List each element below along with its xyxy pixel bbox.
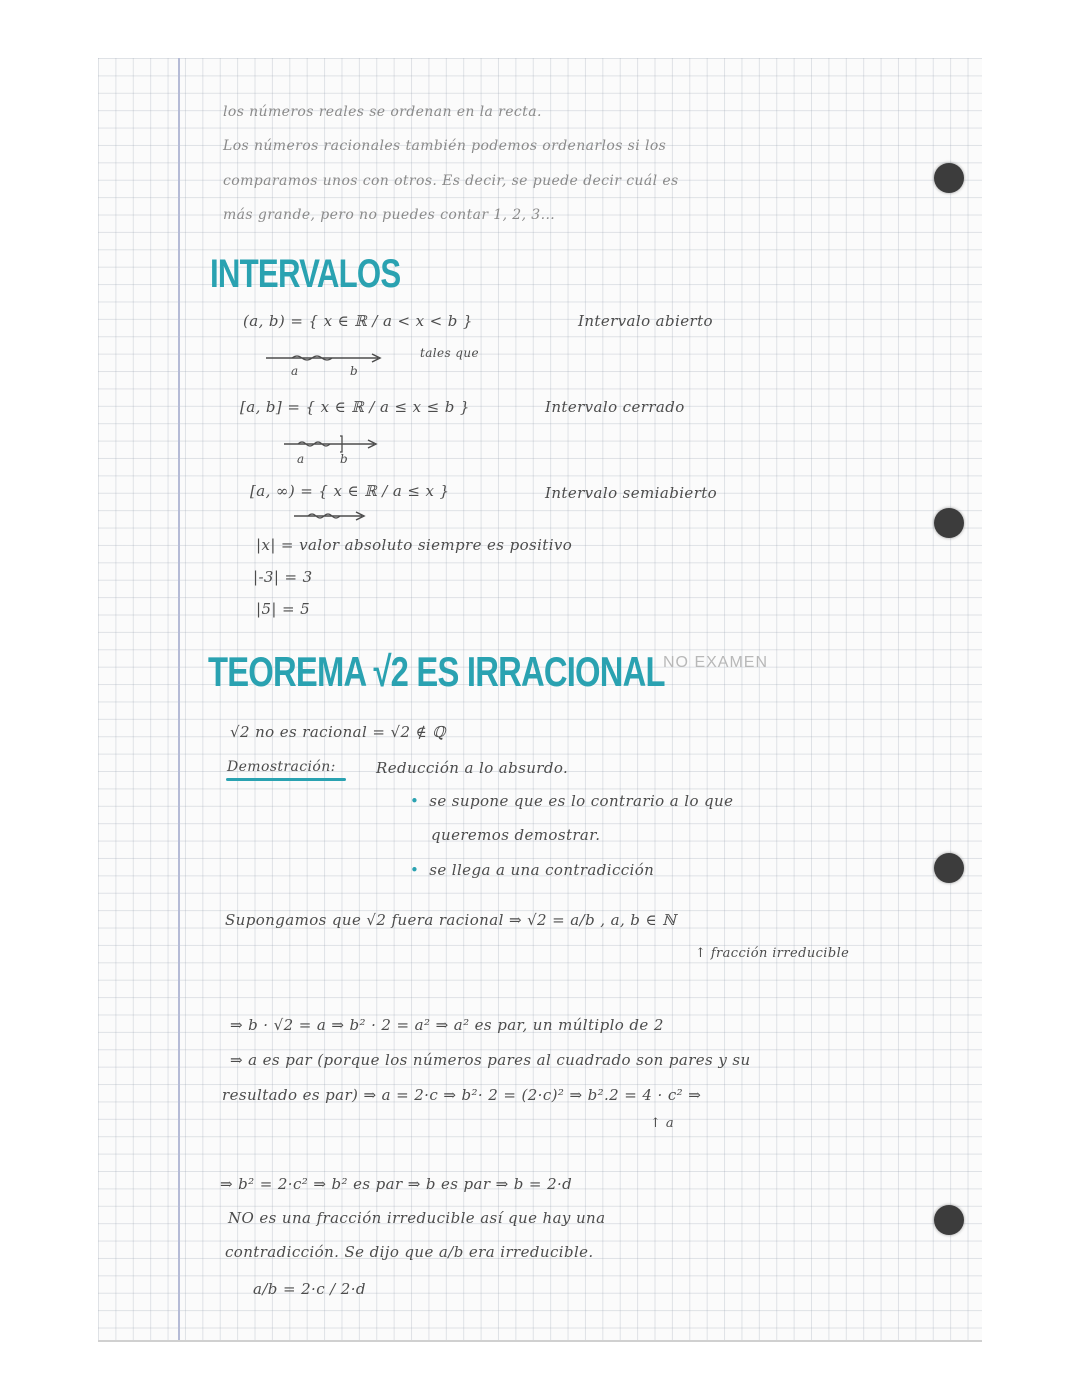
proof-step-2: ⇒ a es par (porque los números pares al cuadrado son pares y su [230, 1051, 751, 1069]
punch-hole [934, 1205, 964, 1235]
closed-interval-label: Intervalo cerrado [545, 398, 685, 416]
intro-line-1: los números reales se ordenan en la recta. [223, 104, 542, 120]
half-open-interval-def: [a, ∞) = { x ∈ ℝ / a ≤ x } [250, 482, 450, 500]
proof-bullet-2: • se llega a una contradicción [410, 861, 654, 879]
axis-label-b: b [340, 452, 349, 466]
notebook-page [98, 58, 982, 1342]
open-interval-label: Intervalo abierto [578, 312, 713, 330]
axis-label-b: b [350, 364, 359, 378]
open-interval-def: (a, b) = { x ∈ ℝ / a < x < b } [243, 312, 473, 330]
axis-label-a: a [291, 364, 299, 378]
intervals-title: INTERVALOS [210, 252, 401, 296]
punch-hole [934, 508, 964, 538]
absolute-value-example-1: |-3| = 3 [253, 568, 313, 586]
proof-bullet-1: • se supone que es lo contrario a lo que [410, 792, 733, 810]
theorem-statement: √2 no es racional = √2 ∉ ℚ [230, 723, 446, 741]
proof-step-1: ⇒ b · √2 = a ⇒ b² · 2 = a² ⇒ a² es par, un múltiplo de 2 [230, 1016, 664, 1034]
demonstration-label: Demostración: [227, 759, 336, 775]
half-open-interval-axis [294, 510, 374, 526]
punch-hole [934, 853, 964, 883]
theorem-title: TEOREMA √2 ES IRRACIONAL [208, 648, 665, 695]
demonstration-underline [226, 778, 346, 781]
irreducible-fraction-note: ↑ fracción irreducible [695, 946, 850, 961]
margin-line [178, 58, 180, 1340]
not-on-exam-note: NO EXAMEN [663, 654, 769, 671]
proof-final-fraction: a/b = 2·c / 2·d [253, 1280, 366, 1298]
proof-step-3-arrow: ↑ a [650, 1116, 674, 1131]
proof-step-3: resultado es par) ⇒ a = 2·c ⇒ b²· 2 = (2·c)² ⇒ b².2 = 4 · c² ⇒ [222, 1086, 702, 1104]
closed-interval-def: [a, b] = { x ∈ ℝ / a ≤ x ≤ b } [240, 398, 470, 416]
proof-step-6: contradicción. Se dijo que a/b era irreducible. [225, 1243, 594, 1261]
proof-step-4: ⇒ b² = 2·c² ⇒ b² es par ⇒ b es par ⇒ b = 2·d [220, 1175, 573, 1193]
such-that-note: tales que [420, 346, 480, 360]
open-interval-axis [266, 350, 386, 380]
punch-hole [934, 163, 964, 193]
intro-line-3: comparamos unos con otros. Es decir, se puede decir cuál es [223, 173, 679, 189]
absolute-value-def: |x| = valor absoluto siempre es positivo [256, 536, 573, 554]
proof-step-5: NO es una fracción irreducible así que hay una [228, 1209, 606, 1227]
proof-method: Reducción a lo absurdo. [376, 759, 569, 777]
absolute-value-example-2: |5| = 5 [256, 600, 311, 618]
proof-bullet-1-continued: queremos demostrar. [431, 826, 601, 844]
axis-label-a: a [297, 452, 305, 466]
intro-line-2: Los números racionales también podemos ordenarlos si los [223, 138, 667, 154]
proof-supposition: Supongamos que √2 fuera racional ⇒ √2 = a/b , a, b ∈ ℕ [225, 911, 677, 929]
half-open-interval-label: Intervalo semiabierto [545, 484, 718, 502]
intro-line-4: más grande, pero no puedes contar 1, 2, 3... [223, 207, 556, 223]
